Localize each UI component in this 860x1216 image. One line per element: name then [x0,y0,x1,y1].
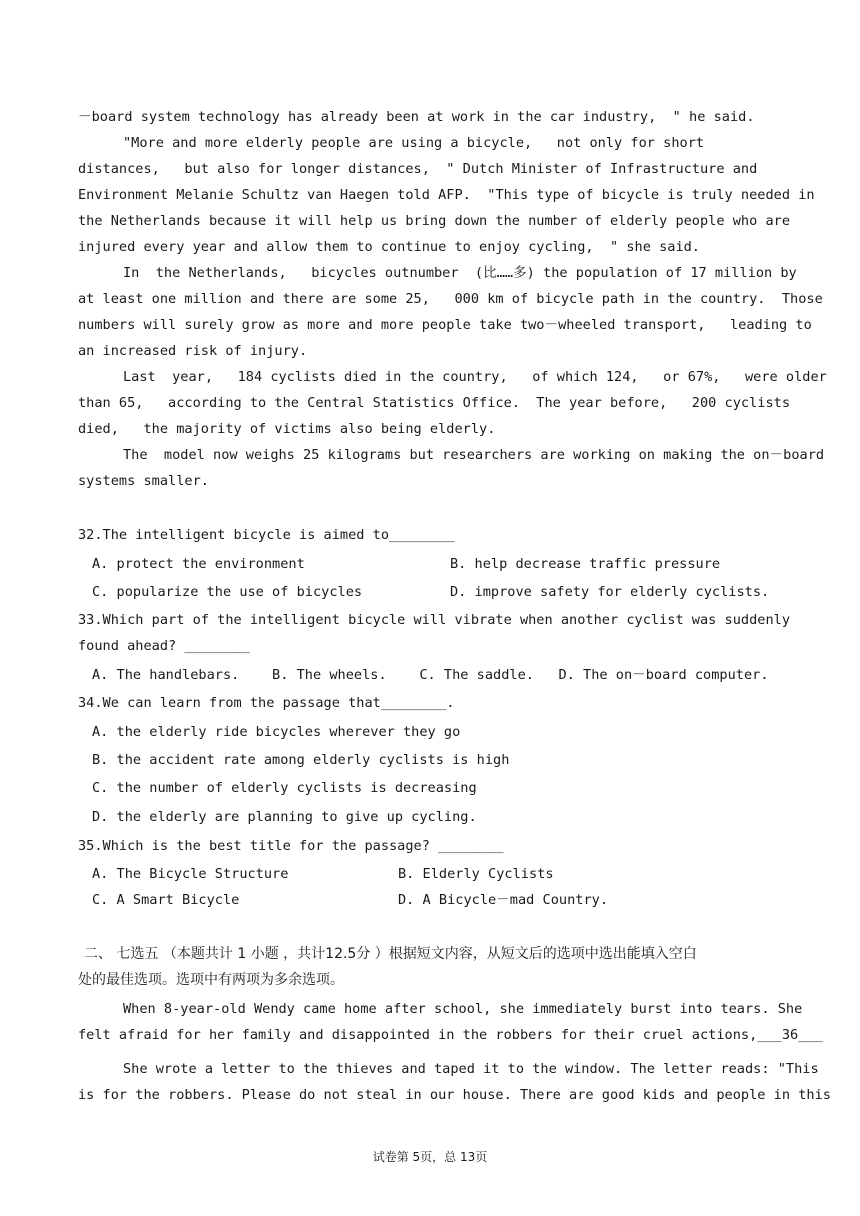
paragraph-line: the Netherlands because it will help us bring down the number of elderly people who are [78,213,791,229]
question-stem: 32.The intelligent bicycle is aimed to________ [78,527,455,543]
page-footer: 试卷第 5页，总 13页 [372,1150,488,1164]
paragraph-line: died, the majority of victims also being elderly. [78,421,496,437]
paragraph-line: is for the robbers. Please do not steal in our house. There are good kids and people in this [78,1087,831,1103]
option-a: A. the elderly ride bicycles wherever they go [92,724,461,740]
question-stem: 34.We can learn from the passage that________. [78,695,455,711]
paragraph-line: numbers will surely grow as more and more people take two－wheeled transport, leading to [78,317,812,333]
section-heading: 处的最佳选项。选项中有两项为多余选项。 [78,972,344,988]
paragraph-line: at least one million and there are some 25, 000 km of bicycle path in the country. Those [78,291,823,307]
option-d: D. the elderly are planning to give up cycling. [92,809,477,825]
paragraph-line: The model now weighs 25 kilograms but researchers are working on making the on－board [123,447,825,463]
question-stem: found ahead? ________ [78,638,250,654]
option-c: C. A Smart Bicycle [92,892,240,908]
paragraph-line: She wrote a letter to the thieves and taped it to the window. The letter reads: "This [123,1061,819,1077]
option-a: A. protect the environment [92,556,305,572]
option-d: D. improve safety for elderly cyclists. [450,584,770,600]
option-c: C. the number of elderly cyclists is decreasing [92,780,477,796]
question-stem: 35.Which is the best title for the passage? ________ [78,838,504,854]
paragraph-line: distances, but also for longer distances, " Dutch Minister of Infrastructure and [78,161,758,177]
option-b: B. Elderly Cyclists [398,866,554,882]
option-c: C. popularize the use of bicycles [92,584,363,600]
question-stem: 33.Which part of the intelligent bicycle will vibrate when another cyclist was suddenly [78,612,791,628]
option-b: B. the accident rate among elderly cyclists is high [92,752,510,768]
option-b: B. help decrease traffic pressure [450,556,721,572]
paragraph-line: than 65, according to the Central Statistics Office. The year before, 200 cyclists [78,395,791,411]
paragraph-line: When 8-year-old Wendy came home after school, she immediately burst into tears. She [123,1001,803,1017]
option-d: D. A Bicycle－mad Country. [398,892,609,908]
paragraph-line: In the Netherlands, bicycles outnumber (比……多) the population of 17 million by [123,265,797,281]
paragraph-line: "More and more elderly people are using a bicycle, not only for short [123,135,705,151]
option-a: A. The Bicycle Structure [92,866,289,882]
paragraph-line: systems smaller. [78,473,209,489]
paragraph-line: Last year, 184 cyclists died in the country, of which 124, or 67%, were older [123,369,827,385]
paragraph-line: injured every year and allow them to continue to enjoy cycling, " she said. [78,239,700,255]
section-heading: 二、 七选五 （本题共计 1 小题 ，共计12.5分 ）根据短文内容，从短文后的选项中选出能填入空白 [84,946,697,962]
options-row: A. The handlebars. B. The wheels. C. The saddle. D. The on－board computer. [92,667,769,683]
paragraph-line: felt afraid for her family and disappointed in the robbers for their cruel actions,___36___ [78,1027,823,1043]
paragraph-line: an increased risk of injury. [78,343,308,359]
paragraph-line: Environment Melanie Schultz van Haegen told AFP. "This type of bicycle is truly needed in [78,187,815,203]
paragraph-line: －board system technology has already been at work in the car industry, " he said. [78,109,755,125]
